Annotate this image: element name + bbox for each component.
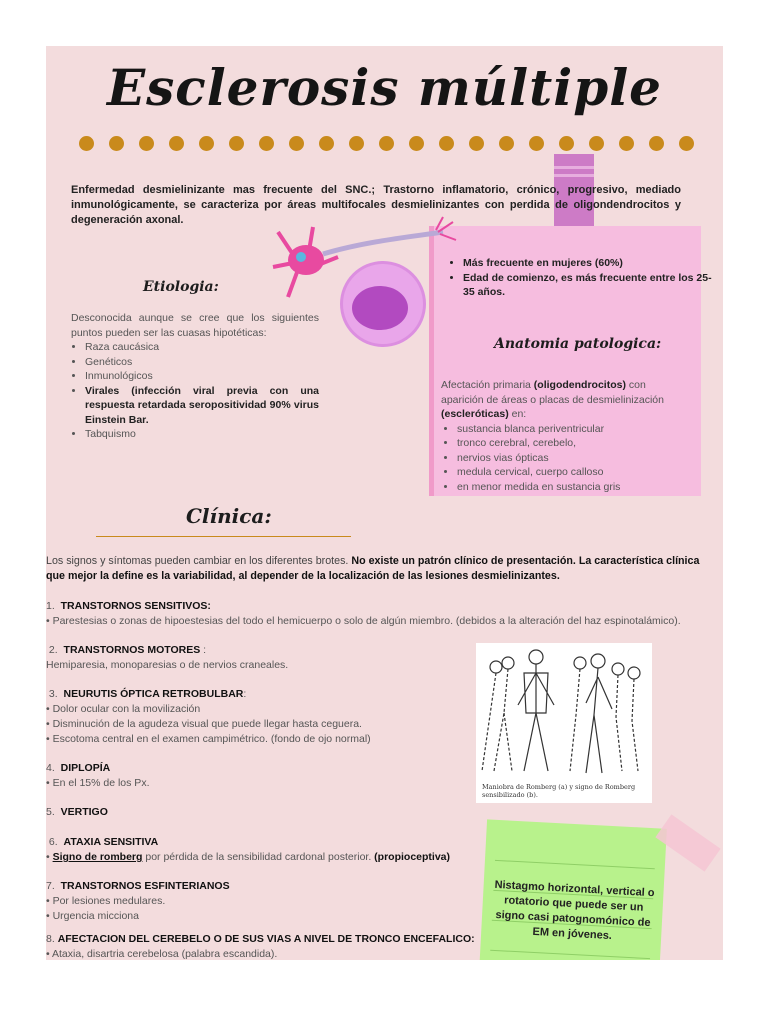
section-vertigo: 5. VERTIGO xyxy=(46,806,108,818)
section-cerebelo: 8. AFECTACION DEL CEREBELO O DE SUS VIAS A NIVEL DE TRONCO ENCEFALICO: • Ataxia, disartria cerebelosa (palabra escandida). xyxy=(46,933,475,960)
section-neuritis: 3. NEURUTIS ÓPTICA RETROBULBAR: • Dolor ocular con la movilización • Disminución de la agudeza visual que puede llegar hasta ceguera. • Escotoma central en el examen campimétrico. (fondo de ojo normal) xyxy=(46,688,371,745)
washi-tape xyxy=(655,814,720,871)
epidemiology-list xyxy=(449,256,713,300)
etiologia-heading: Etiologia: xyxy=(143,279,219,295)
list-item: • Inmunológicos xyxy=(85,369,319,384)
list-item: • Más frecuente en mujeres (60%) xyxy=(463,256,713,271)
anatomia-paragraph: Afectación primaria (oligodendrocitos) con aparición de áreas o placas de desmielinización (escleróticas) en: xyxy=(441,379,664,420)
etiologia-section xyxy=(71,311,319,442)
list-item: • sustancia blanca periventricular xyxy=(457,422,691,437)
decorative-dots xyxy=(79,136,694,151)
list-item: • Virales (infección viral previa con una respuesta retardada seropositividad 90% virus Einstein Bar. xyxy=(85,384,319,428)
list-item: • Raza caucásica xyxy=(85,340,319,355)
romberg-drawing-icon xyxy=(476,643,652,783)
section-motores: 2. TRANSTORNOS MOTORES : Hemiparesia, monoparesias o de nervios craneales. xyxy=(46,644,289,671)
list-item: • Genéticos xyxy=(85,355,319,370)
divider xyxy=(96,536,351,537)
note-text: Nistagmo horizontal, vertical o rotatorio que puede ser un signo casi patognomónico de EM en jóvenes. xyxy=(494,878,655,943)
section-diplopia: 4. DIPLOPÍA • En el 15% de los Px. xyxy=(46,762,150,789)
list-item: • Tabquismo xyxy=(85,427,319,442)
green-sticky-note xyxy=(479,819,667,960)
definition-paragraph: Enfermedad desmielinizante mas frecuente del SNC.; Trastorno inflamatorio, crónico, progresivo, mediado inmunológicamente, se caracteriza por áreas multifocales desmielinizantes con perdida de oligondendrocitos y degeneración axonal. xyxy=(71,184,681,226)
page-title: Esclerosis múltiple xyxy=(106,58,662,117)
list-item: • nervios vias ópticas xyxy=(457,451,691,466)
anatomia-heading: Anatomia patologica: xyxy=(494,336,662,352)
section-ataxia: 6. ATAXIA SENSITIVA • Signo de romberg por pérdida de la sensibilidad cardonal posterior. (propioceptiva) xyxy=(46,836,451,863)
etiologia-intro: Desconocida aunque se cree que los siguientes puntos pueden ser las cuasas hipotéticas: xyxy=(71,312,319,339)
anatomia-section xyxy=(441,378,691,494)
document-page xyxy=(46,46,723,960)
section-sensitivos: 1. TRANSTORNOS SENSITIVOS: • Parestesias o zonas de hipoestesias del todo el hemicuerpo o solo de algún miembro. (debidos a la alteración del haz espinotalámico). xyxy=(46,600,681,627)
list-item: • Edad de comienzo, es más frecuente entre los 25-35 años. xyxy=(463,271,713,300)
list-item: • tronco cerebral, cerebelo, xyxy=(457,436,691,451)
romberg-figure xyxy=(476,643,652,803)
clinica-intro: Los signos y síntomas pueden cambiar en los diferentes brotes. No existe un patrón clínico de presentación. La característica clínica que mejor la define es la variabilidad, al depender de la localización de las lesiones desmielinizantes. xyxy=(46,555,700,582)
list-item: • en menor medida en sustancia gris xyxy=(457,480,691,495)
list-item: • medula cervical, cuerpo calloso xyxy=(457,465,691,480)
clinica-heading: Clínica: xyxy=(186,504,272,528)
cell-icon xyxy=(340,261,426,347)
romberg-caption: Maniobra de Romberg (a) y signo de Romberg sensibilizado (b). xyxy=(482,783,636,799)
section-esfinterianos: 7. TRANSTORNOS ESFINTERIANOS • Por lesiones medulares. • Urgencia micciona xyxy=(46,880,230,922)
